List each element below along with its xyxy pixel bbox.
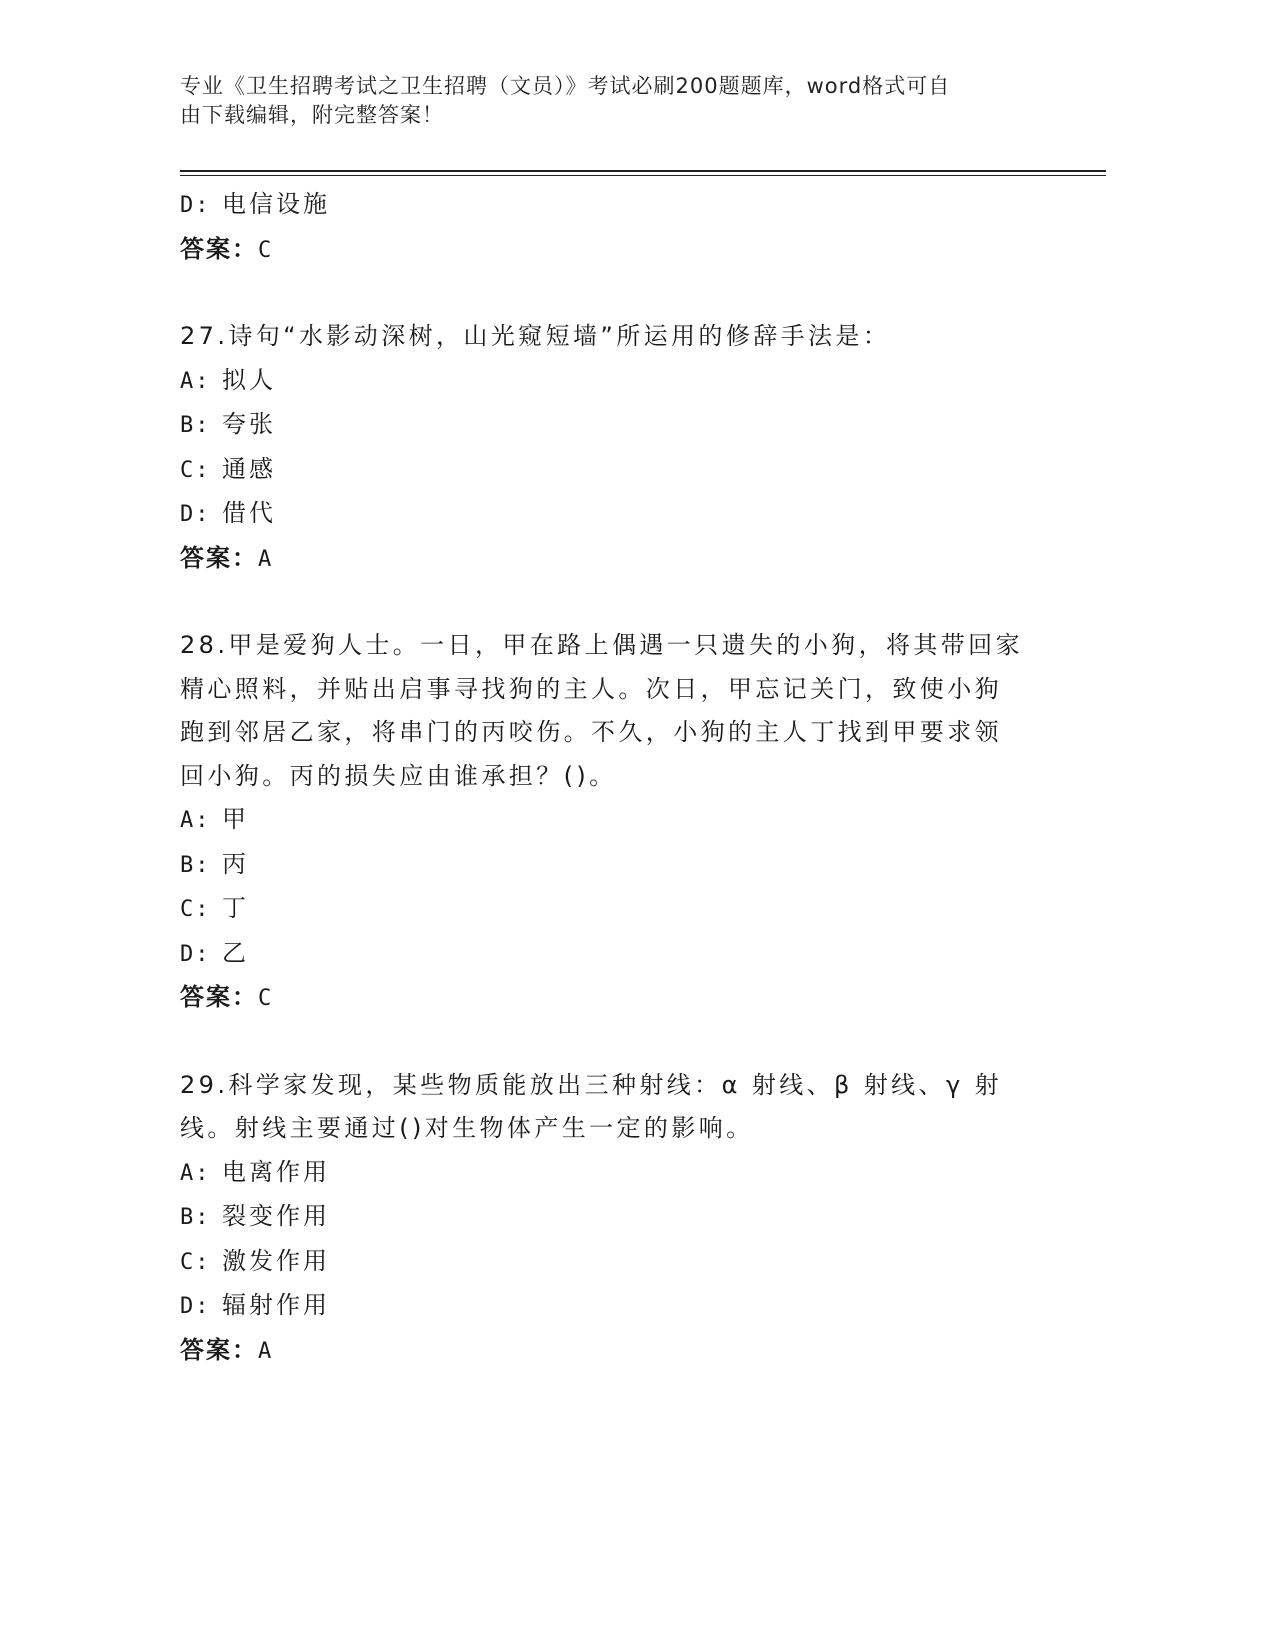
answer-line [180,976,1040,1021]
question-stem-line: 28.甲是爱狗人士。一日，甲在路上偶遇一只遗失的小狗，将其带回家 [180,631,1023,659]
option-key: D: [180,1294,211,1319]
question-28 [180,624,1040,1021]
question-stem-line: 27.诗句“水影动深树，山光窥短墙”所运用的修辞手法是： [180,322,891,350]
option-text: 通感 [222,454,276,483]
question-stem-line: 回小狗。丙的损失应由谁承担？()。 [180,761,617,790]
answer-value: A [258,546,274,572]
option-d [180,1284,1040,1329]
answer-label: 答案： [180,983,258,1011]
option-key: A: [180,808,211,833]
option-a [180,1151,1040,1196]
answer-label: 答案： [180,1335,258,1364]
option-a [180,798,1040,843]
question-29 [180,1064,1040,1374]
option-b [180,403,1040,448]
answer-line [180,537,1040,582]
option-c [180,887,1040,932]
spacer [180,1021,1040,1064]
question-stem-line: 线。射线主要通过()对生物体产生一定的影响。 [180,1114,754,1142]
option-c [180,448,1040,493]
option-b [180,1195,1040,1240]
option-a [180,359,1040,404]
option-b [180,843,1040,888]
option-d [180,932,1040,977]
header-divider-thin [180,175,1106,176]
option-text: 辐射作用 [222,1291,330,1319]
header-line-1: 专业《卫生招聘考试之卫生招聘（文员）》考试必刷200题题库，word格式可自 [180,74,951,98]
option-key: D: [180,193,211,218]
option-key: C: [180,1249,211,1275]
option-text: 丁 [222,894,249,922]
option-text: 夸张 [222,410,276,438]
option-text: 电离作用 [222,1157,330,1186]
option-c [180,1240,1040,1285]
answer-value: C [258,237,274,263]
option-key: B: [180,852,211,878]
option-text: 电信设施 [222,190,330,218]
option-text: 拟人 [222,365,276,394]
header-divider-thick [180,170,1106,172]
option-key: A: [180,368,211,394]
answer-line [180,1329,1040,1374]
option-text: 乙 [222,938,249,967]
option-key: B: [180,1205,211,1230]
answer-label: 答案： [180,543,258,572]
option-key: C: [180,897,211,922]
answer-label: 答案： [180,234,258,263]
option-key: B: [180,413,211,438]
option-text: 丙 [222,849,249,878]
question-stem-line: 精心照料，并贴出启事寻找狗的主人。次日，甲忘记关门，致使小狗 [180,674,1002,703]
option-key: D: [180,941,211,967]
option-d [180,183,1040,228]
option-key: C: [180,457,211,483]
option-text: 激发作用 [222,1246,330,1275]
answer-line [180,228,1040,273]
question-27 [180,315,1040,581]
question-stem-line: 跑到邻居乙家，将串门的丙咬伤。不久，小狗的主人丁找到甲要求领 [180,718,1002,746]
question-list [180,183,1040,1373]
option-text: 借代 [222,499,276,527]
answer-value: A [258,1338,274,1364]
option-d [180,492,1040,537]
option-text: 裂变作用 [222,1202,330,1230]
spacer [180,581,1040,624]
header-line-2: 由下载编辑，附完整答案！ [180,103,444,127]
option-key: D: [180,502,211,527]
document-header [180,72,1040,130]
question-stem-line: 29.科学家发现，某些物质能放出三种射线：α 射线、β 射线、γ 射 [180,1070,1002,1099]
answer-value: C [258,986,274,1011]
option-key: A: [180,1160,211,1186]
spacer [180,272,1040,315]
option-text: 甲 [222,805,249,833]
